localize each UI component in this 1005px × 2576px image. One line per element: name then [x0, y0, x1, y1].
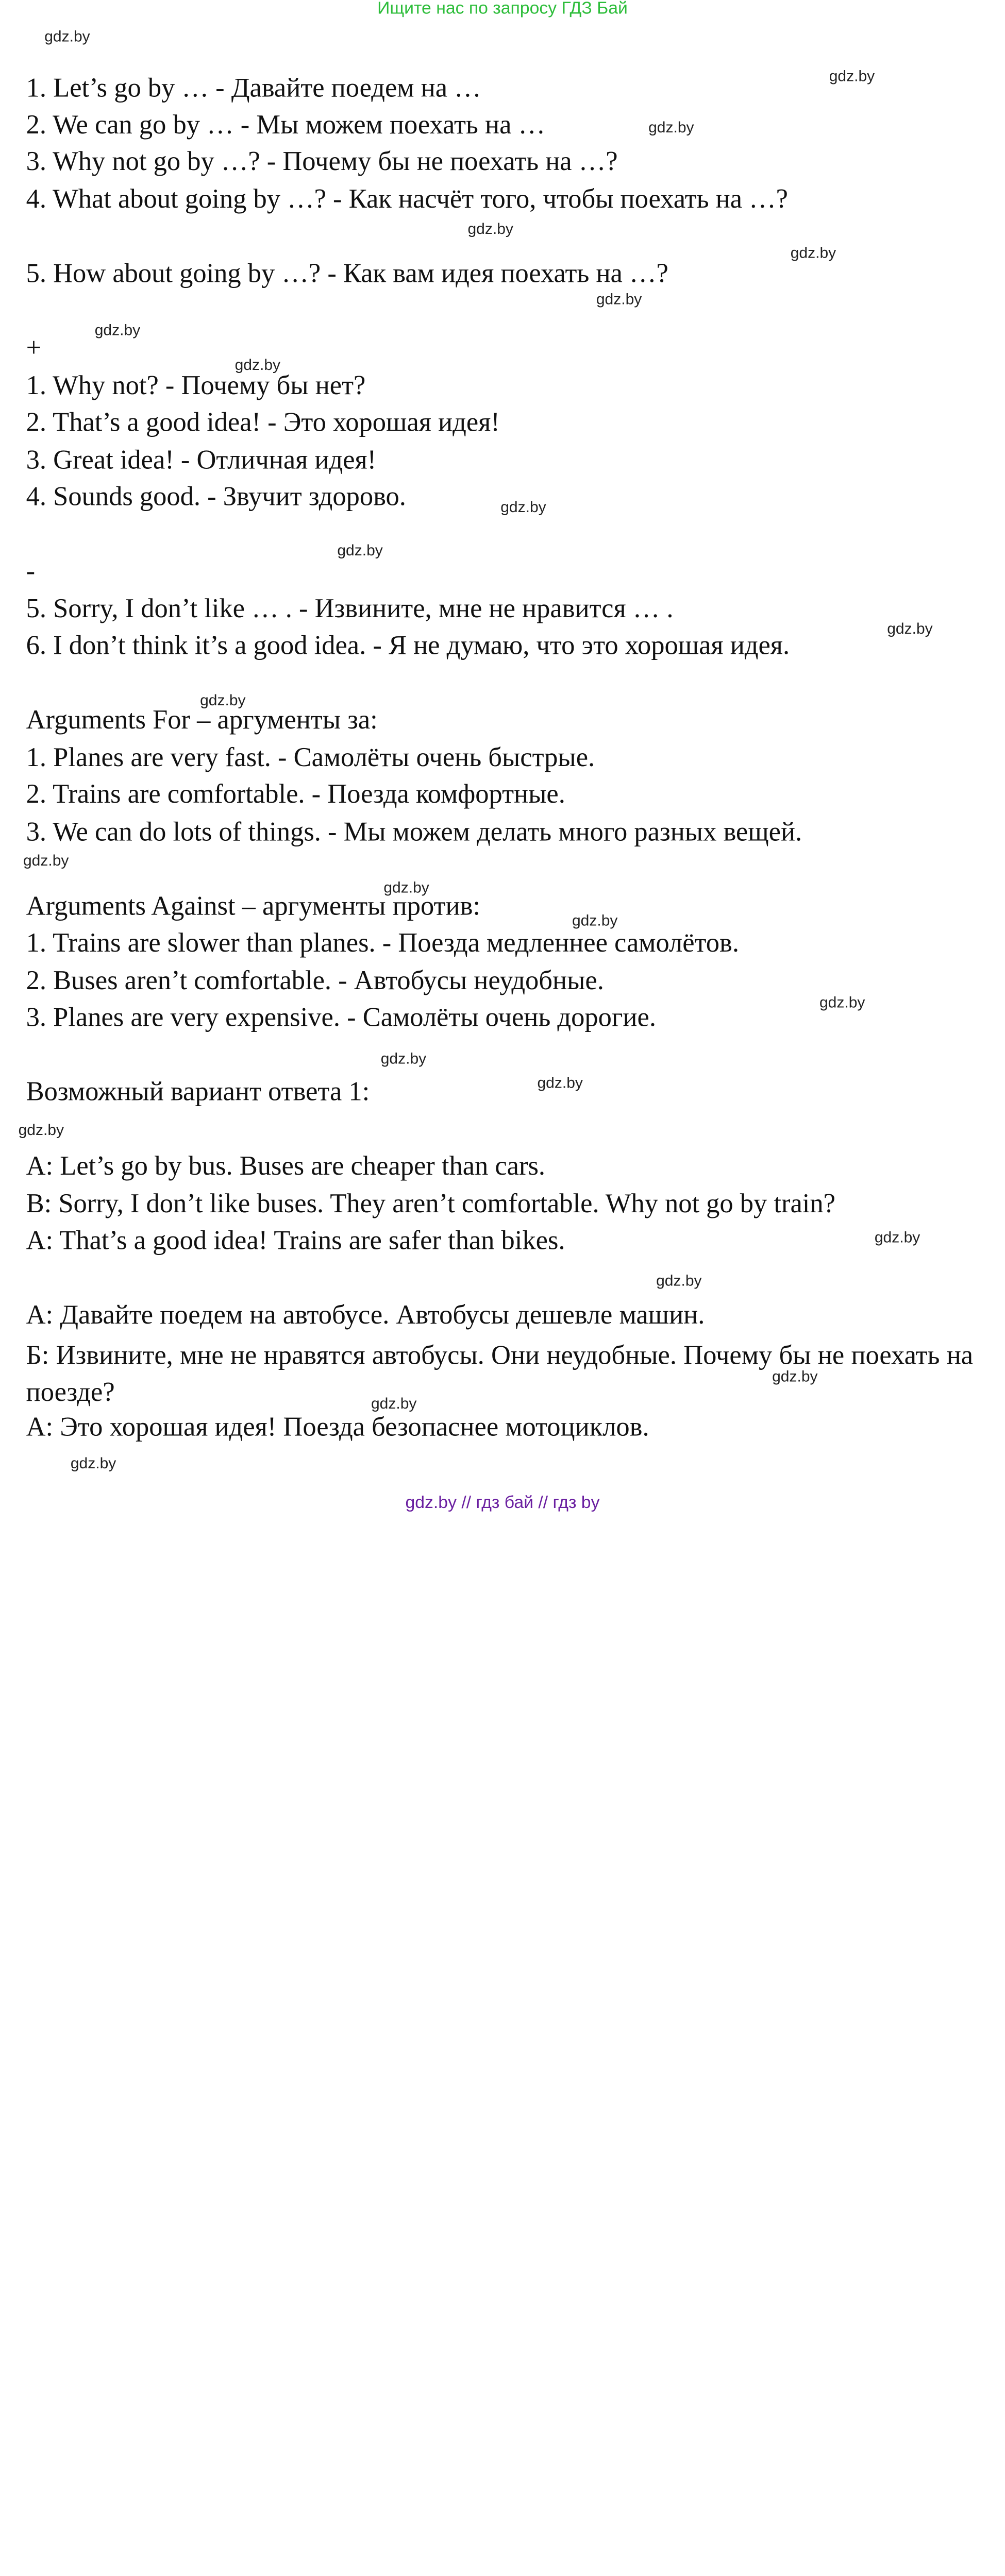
- answer-heading: Возможный вариант ответа 1:: [26, 1077, 370, 1107]
- agree-line: 4. Sounds good. - Звучит здорово.: [26, 482, 406, 512]
- watermark: gdz.by: [371, 1396, 417, 1413]
- argument-against-item: 1. Trains are slower than planes. - Поезда медленнее самолётов.: [26, 928, 739, 958]
- watermark: gdz.by: [337, 543, 383, 560]
- argument-against-item: 2. Buses aren’t comfortable. - Автобусы неудобные.: [26, 966, 604, 996]
- dialogue-en-line: A: That’s a good idea! Trains are safer than bikes.: [26, 1226, 565, 1256]
- dialogue-ru-line: А: Это хорошая идея! Поезда безопаснее мотоциклов.: [26, 1412, 649, 1443]
- dialogue-en-line: B: Sorry, I don’t like buses. They aren’t comfortable. Why not go by train?: [26, 1189, 835, 1219]
- watermark: gdz.by: [819, 995, 865, 1012]
- watermark: gdz.by: [829, 69, 875, 85]
- watermark: gdz.by: [383, 880, 429, 896]
- arguments-against-heading: Arguments Against – аргументы против:: [26, 891, 480, 922]
- argument-for-item: 1. Planes are very fast. - Самолёты очень быстрые.: [26, 742, 595, 773]
- minus-marker: -: [26, 556, 36, 587]
- watermark: gdz.by: [790, 245, 836, 262]
- footer-links: gdz.by // гдз бай // гдз by: [405, 1492, 600, 1512]
- watermark: gdz.by: [380, 1051, 427, 1067]
- phrase-line: 5. How about going by …? - Как вам идея поехать на …?: [26, 259, 668, 289]
- argument-for-item: 3. We can do lots of things. - Мы можем делать много разных вещей.: [26, 817, 802, 848]
- watermark: gdz.by: [70, 1455, 116, 1472]
- argument-for-item: 2. Trains are comfortable. - Поезда комфортные.: [26, 779, 565, 810]
- watermark: gdz.by: [656, 1273, 702, 1290]
- dialogue-ru-line: А: Давайте поедем на автобусе. Автобусы дешевле машин.: [26, 1300, 705, 1330]
- arguments-for-heading: Arguments For – аргументы за:: [26, 705, 378, 735]
- agree-line: 1. Why not? - Почему бы нет?: [26, 371, 366, 401]
- watermark: gdz.by: [537, 1075, 583, 1092]
- dialogue-en-line: A: Let’s go by bus. Buses are cheaper than cars.: [26, 1151, 546, 1182]
- watermark: gdz.by: [234, 357, 281, 374]
- watermark: gdz.by: [500, 499, 546, 516]
- watermark: gdz.by: [596, 292, 642, 309]
- watermark: gdz.by: [648, 120, 694, 137]
- phrase-line: 3. Why not go by …? - Почему бы не поехать на …?: [26, 147, 618, 177]
- watermark: gdz.by: [94, 323, 141, 340]
- dialogue-ru-line: Б: Извините, мне не нравятся автобусы. Они неудобные. Почему бы не поехать на поезде?: [26, 1341, 974, 1408]
- watermark: gdz.by: [200, 692, 246, 709]
- watermark: gdz.by: [772, 1368, 818, 1385]
- disagree-line: 5. Sorry, I don’t like … . - Извините, мне не нравится … .: [26, 594, 674, 624]
- watermark: gdz.by: [467, 221, 513, 238]
- plus-marker: +: [26, 333, 42, 363]
- phrase-line: 2. We can go by … - Мы можем поехать на …: [26, 110, 546, 140]
- watermark: gdz.by: [887, 621, 933, 638]
- search-banner: Ищите нас по запросу ГДЗ Бай: [377, 0, 628, 18]
- disagree-line: 6. I don’t think it’s a good idea. - Я не думаю, что это хорошая идея.: [26, 631, 790, 661]
- watermark: gdz.by: [572, 912, 618, 929]
- phrase-line: 4. What about going by …? - Как насчёт того, чтобы поехать на …?: [26, 184, 789, 215]
- agree-line: 3. Great idea! - Отличная идея!: [26, 445, 377, 476]
- phrase-line: 1. Let’s go by … - Давайте поедем на …: [26, 73, 481, 104]
- watermark: gdz.by: [874, 1229, 920, 1246]
- watermark: gdz.by: [18, 1122, 64, 1139]
- argument-against-item: 3. Planes are very expensive. - Самолёты очень дорогие.: [26, 1003, 656, 1033]
- watermark: gdz.by: [23, 853, 69, 870]
- watermark: gdz.by: [44, 29, 90, 46]
- agree-line: 2. That’s a good idea! - Это хорошая идея!: [26, 408, 500, 438]
